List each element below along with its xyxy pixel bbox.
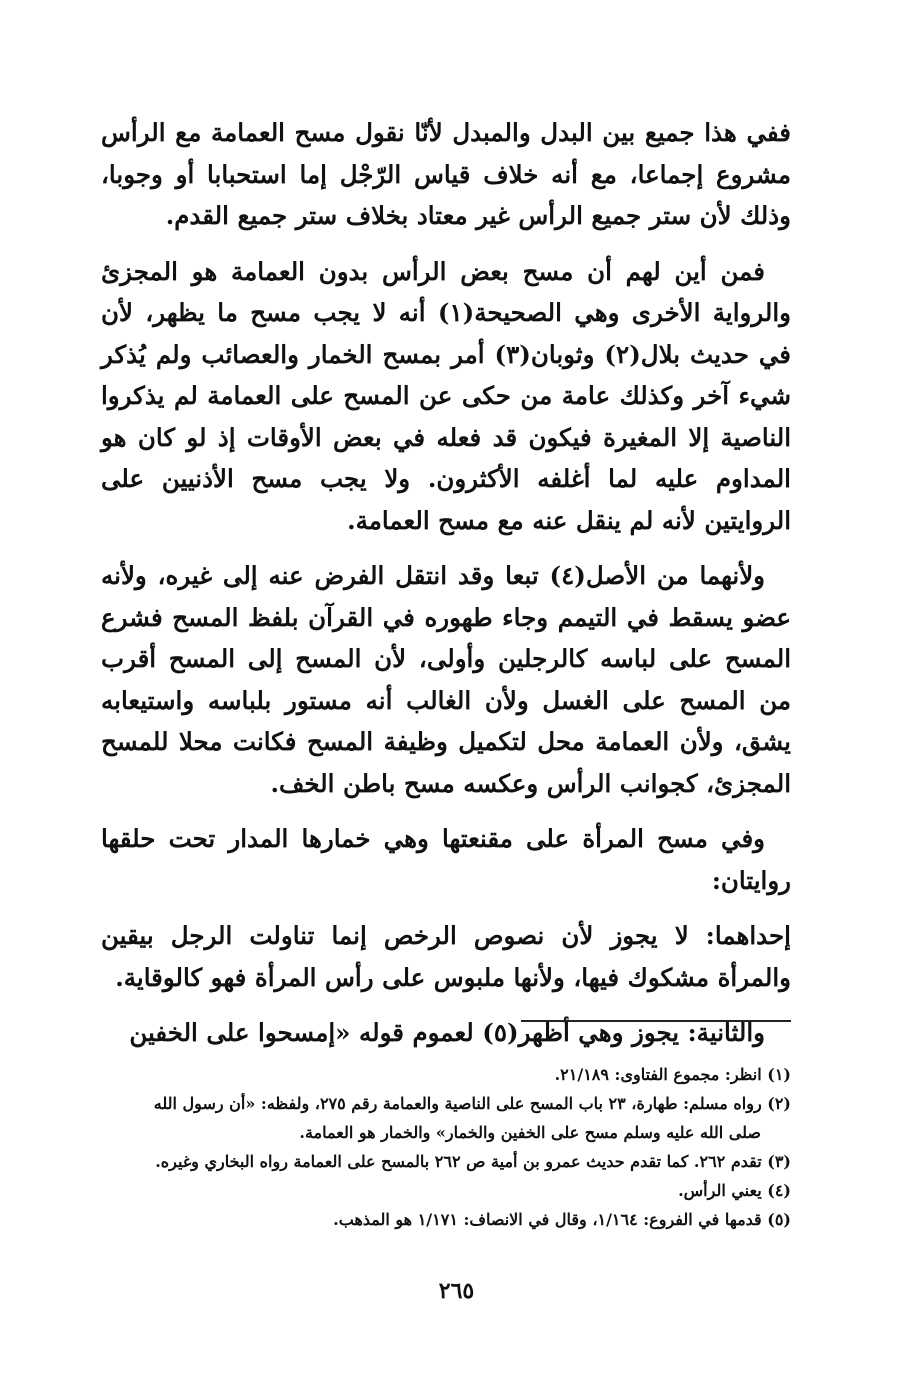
paragraph-3: ولأنهما من الأصل(٤) تبعا وقد انتقل الفرض عنه إلى غيره، ولأنه عضو يسقط في التيمم وجاء طهوره في القرآن بلفظ المسح فشرع المسح على لباسه كالرجلين وأولى، لأن المسح إلى المسح أقرب من المسح على الغسل ولأن الغالب أنه مستور بلباسه واستيعابه يشق، ولأن العمامة محل لتكميل وظيفة المسح فكانت محلا للمسح المجزئ، كجوانب الرأس وعكسه مسح باطن الخف.: [101, 561, 791, 798]
paragraph-5: إحداهما: لا يجوز لأن نصوص الرخص إنما تناولت الرجل بيقين والمرأة مشكوك فيها، ولأنها ملبوس على رأس المرأة فهو كالوقاية.: [101, 921, 791, 992]
paragraph-4: وفي مسح المرأة على مقنعتها وهي خمارها المدار تحت حلقها روايتان:: [101, 824, 791, 895]
footnote-3: (٣) تقدم ٢٦٢. كما تقدم حديث عمرو بن أمية ص ٢٦٢ بالمسح على العمامة رواه البخاري وغيره.: [155, 1152, 791, 1171]
main-text: [101, 112, 791, 1068]
paragraph-2: فمن أين لهم أن مسح بعض الرأس بدون العمامة هو المجزئ والرواية الأخرى وهي الصحيحة(١) أنه لا يجب مسح ما يظهر، لأن في حديث بلال(٢) وثوبان(٣) أمر بمسح الخمار والعصائب ولم يُذكر شيء آخر وكذلك عامة من حكى عن المسح على العمامة لم يذكروا الناصية إلا المغيرة فيكون قد فعله في بعض الأوقات إذ لو كان هو المداوم عليه لما أغلفه الأكثرون. ولا يجب مسح الأذنيين على الروايتين لأنه لم ينقل عنه مع مسح العمامة.: [101, 256, 792, 535]
footnote-2: (٢) رواه مسلم: طهارة، ٢٣ باب المسح على الناصية والعمامة رقم ٢٧٥، ولفظه: «أن رسول الله: [153, 1094, 791, 1113]
page-number: ٢٦٥: [438, 1278, 475, 1304]
footnote-1: (١) انظر: مجموع الفتاوى: ٢١/١٨٩.: [554, 1065, 791, 1084]
paragraph-1: ففي هذا جميع بين البدل والمبدل لأنّا نقول مسح العمامة مع الرأس مشروع إجماعا، مع أنه خلاف قياس الرّجْل إما استحبابا أو وجوبا، وذلك لأن ستر جميع الرأس غير معتاد بخلاف ستر جميع القدم.: [101, 118, 791, 230]
footnote-5: (٥) قدمها في الفروع: ١/١٦٤، وقال في الانصاف: ١/١٧١ هو المذهب.: [333, 1210, 791, 1229]
footnote-separator: [521, 1020, 791, 1022]
paragraph-6: والثانية: يجوز وهي أظهر(٥) لعموم قوله «إمسحوا على الخفين: [129, 1018, 765, 1047]
footnote-2-continuation-text: صلى الله عليه وسلم مسح على الخفين والخمار» والخمار هو العمامة.: [299, 1123, 761, 1142]
footnotes: [101, 1060, 791, 1234]
footnote-4: (٤) يعني الرأس.: [678, 1181, 791, 1200]
footnote-2-continuation: [101, 1118, 791, 1147]
